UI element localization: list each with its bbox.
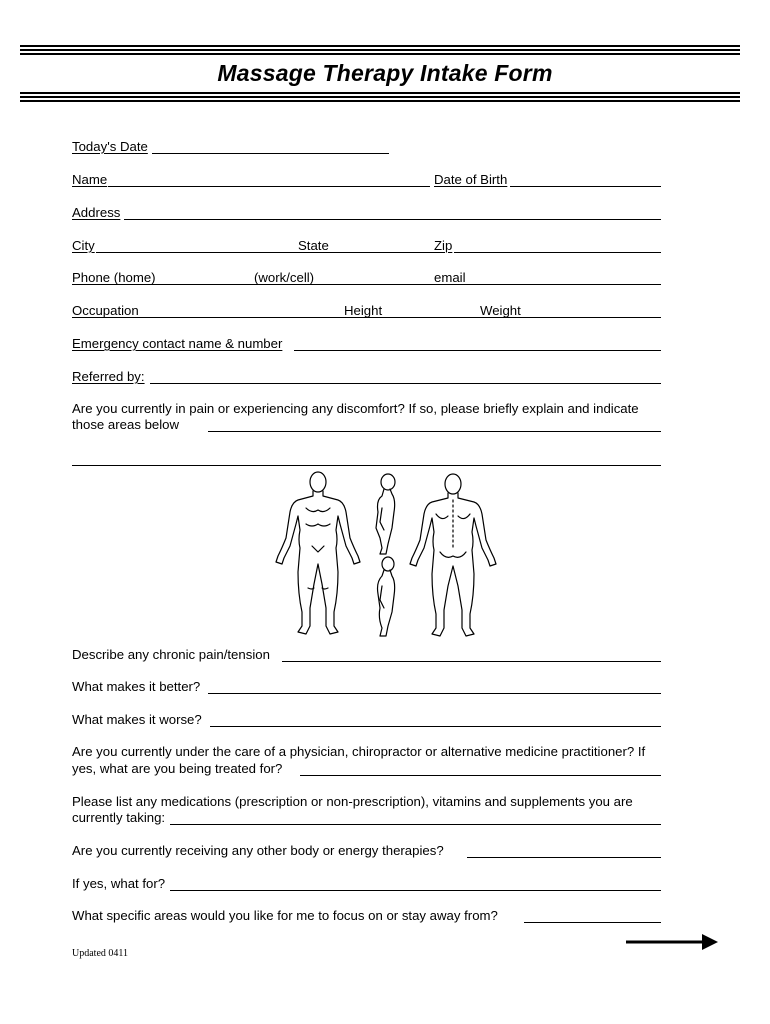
phone-home-field[interactable] xyxy=(72,284,252,285)
pain-answer-line2[interactable] xyxy=(72,465,661,466)
occupation-label: Occupation xyxy=(72,303,139,318)
dob-label: Date of Birth xyxy=(434,172,508,187)
care-question-line1: Are you currently under the care of a physician, chiropractor or alternative medicine practitioner? If xyxy=(72,744,646,759)
worse-field[interactable] xyxy=(210,726,661,727)
address-label: Address xyxy=(72,205,121,220)
pain-question-line1: Are you currently in pain or experiencing any discomfort? If so, please briefly explain and indicate xyxy=(72,401,639,416)
height-field[interactable] xyxy=(344,317,480,318)
therapies-field[interactable] xyxy=(467,857,661,858)
height-label: Height xyxy=(344,303,383,318)
weight-label: Weight xyxy=(480,303,521,318)
todays-date-field[interactable] xyxy=(152,153,389,154)
care-question-line2: yes, what are you being treated for? xyxy=(72,761,283,776)
front-figure xyxy=(276,472,360,634)
city-field[interactable] xyxy=(96,252,298,253)
address-field[interactable] xyxy=(124,219,661,220)
worse-label: What makes it worse? xyxy=(72,712,202,727)
zip-field[interactable] xyxy=(454,252,661,253)
emergency-label: Emergency contact name & number xyxy=(72,336,283,351)
phone-work-label: (work/cell) xyxy=(254,270,315,285)
focus-label: What specific areas would you like for me to focus on or stay away from? xyxy=(72,908,498,923)
phone-work-field[interactable] xyxy=(252,284,434,285)
better-label: What makes it better? xyxy=(72,679,201,694)
referred-label: Referred by: xyxy=(72,369,145,384)
chronic-label: Describe any chronic pain/tension xyxy=(72,647,270,662)
chronic-field[interactable] xyxy=(282,661,661,662)
better-field[interactable] xyxy=(208,693,661,694)
therapies-label: Are you currently receiving any other body or energy therapies? xyxy=(72,843,444,858)
right-arrow-icon[interactable] xyxy=(626,932,720,952)
care-field[interactable] xyxy=(300,775,661,776)
zip-label: Zip xyxy=(434,238,453,253)
updated-note: Updated 0411 xyxy=(72,948,129,959)
email-label: email xyxy=(434,270,466,285)
dob-field[interactable] xyxy=(510,186,661,187)
form-title: Massage Therapy Intake Form xyxy=(217,60,553,86)
meds-field[interactable] xyxy=(170,824,661,825)
side-figure-lower xyxy=(378,557,395,636)
name-field[interactable] xyxy=(108,186,430,187)
side-figure-upper xyxy=(376,474,395,554)
pain-answer-line1[interactable] xyxy=(208,431,661,432)
pain-question-line2: those areas below xyxy=(72,417,180,432)
todays-date-label: Today's Date xyxy=(72,139,148,154)
meds-question-line1: Please list any medications (prescription or non-prescription), vitamins and supplements you are xyxy=(72,794,633,809)
emergency-field[interactable] xyxy=(294,350,661,351)
yes-what-label: If yes, what for? xyxy=(72,876,166,891)
back-figure xyxy=(410,474,496,636)
email-field[interactable] xyxy=(434,284,661,285)
focus-field[interactable] xyxy=(524,922,661,923)
state-field[interactable] xyxy=(298,252,434,253)
meds-question-line2: currently taking: xyxy=(72,810,166,825)
city-label: City xyxy=(72,238,95,253)
referred-field[interactable] xyxy=(150,383,661,384)
weight-field[interactable] xyxy=(480,317,661,318)
yes-what-field[interactable] xyxy=(170,890,661,891)
name-label: Name xyxy=(72,172,108,187)
occupation-field[interactable] xyxy=(72,317,344,318)
state-label: State xyxy=(298,238,329,253)
phone-home-label: Phone (home) xyxy=(72,270,156,285)
body-diagram-figures[interactable] xyxy=(268,468,508,643)
